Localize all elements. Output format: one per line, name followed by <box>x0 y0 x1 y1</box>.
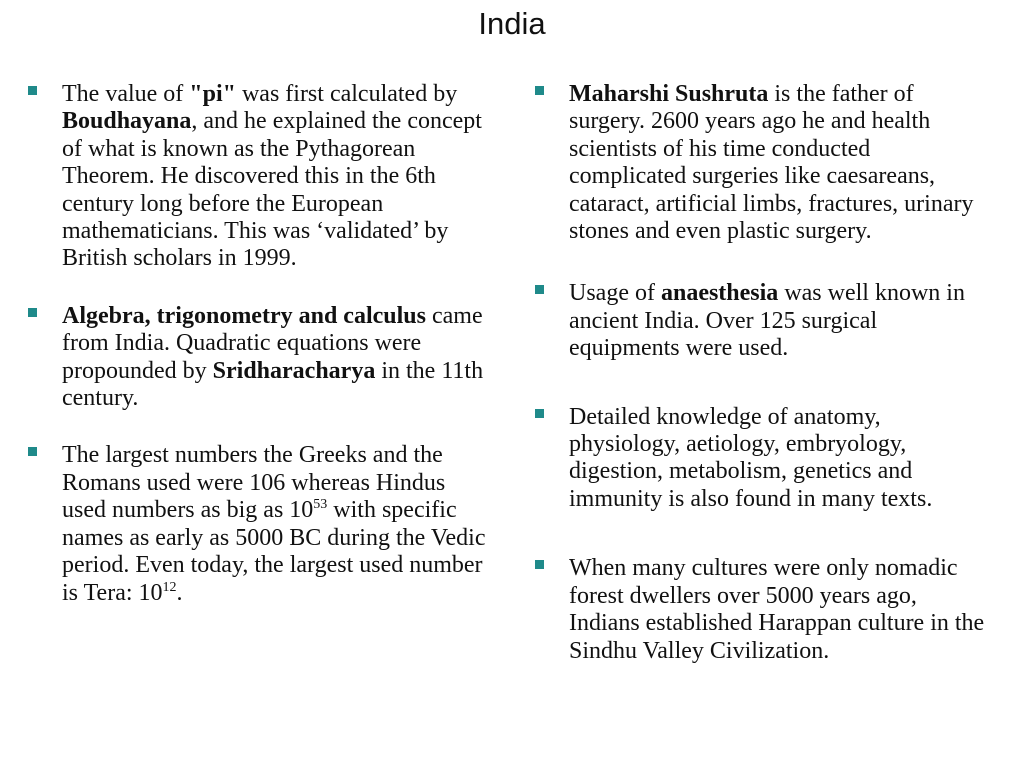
square-bullet-icon <box>535 285 544 294</box>
text-run: When many cultures were only nomadic forest dwellers over 5000 years ago, Indians established Harappan culture in the Sindhu Valley Civilization. <box>569 555 985 664</box>
bullet-text <box>569 81 990 245</box>
bullet-text <box>569 280 990 362</box>
square-bullet-icon <box>535 560 544 569</box>
bold-sridharacharya: Sridharacharya <box>212 357 376 384</box>
bullet-text <box>569 555 990 665</box>
bullet-algebra <box>28 303 488 413</box>
text-run: Detailed knowledge of anatomy, physiology, aetiology, embryology, digestion, metabolism, genetics and immunity is also found in many texts. <box>569 403 933 512</box>
text-run: Usage of <box>569 280 661 307</box>
bullet-pi <box>28 81 488 273</box>
superscript: 12 <box>162 579 177 595</box>
right-column <box>535 81 990 665</box>
bullet-sushruta <box>535 81 990 245</box>
bold-anaesthesia: anaesthesia <box>660 280 779 307</box>
square-bullet-icon <box>535 409 544 418</box>
text-run: The value of <box>62 81 190 107</box>
bullet-large-numbers <box>28 442 488 606</box>
square-bullet-icon <box>28 308 37 317</box>
text-run: was well known in ancient India. Over 125 surgical equipments were used. <box>569 280 965 362</box>
square-bullet-icon <box>28 86 37 95</box>
superscript: 53 <box>313 497 328 513</box>
bullet-anatomy <box>535 404 990 514</box>
left-column <box>28 81 488 607</box>
bold-pi: "pi" <box>189 81 236 107</box>
text-run: . <box>176 579 183 606</box>
text-run: The largest numbers the Greeks and the Romans used were 106 whereas Hindus used numbers as big as 10 <box>62 442 446 524</box>
bold-sushruta: Maharshi Sushruta <box>569 81 769 107</box>
slide-title: India <box>478 6 546 41</box>
text-run: is the father of surgery. 2600 years ago he and health scientists of his time conducted complicated surgeries like caesareans, cataract, artificial limbs, fractures, urinary stones and even plastic surgery. <box>569 81 974 245</box>
text-run: with specific names as early as 5000 BC during the Vedic period. Even today, the largest used number is Tera: 10 <box>62 497 486 606</box>
text-run: , and he explained the concept of what is known as the Pythagorean Theorem. He discovered this in the 6th century long before the European mathematicians. This was ‘validated’ by British scholars in 1999. <box>62 108 482 272</box>
bullet-text <box>62 81 488 273</box>
text-run: in the 11th century. <box>62 357 484 412</box>
text-run: was first calculated by <box>235 81 458 107</box>
square-bullet-icon <box>535 86 544 95</box>
bold-algebra: Algebra, trigonometry and calculus <box>62 302 426 329</box>
bullet-text <box>62 303 488 413</box>
square-bullet-icon <box>28 447 37 456</box>
bold-boudhayana: Boudhayana <box>62 108 192 135</box>
bullet-anaesthesia <box>535 280 990 362</box>
bullet-text <box>569 404 990 514</box>
text-run: came from India. Quadratic equations were propounded by <box>62 302 483 384</box>
bullet-text <box>62 442 488 606</box>
bullet-harappan <box>535 555 990 665</box>
